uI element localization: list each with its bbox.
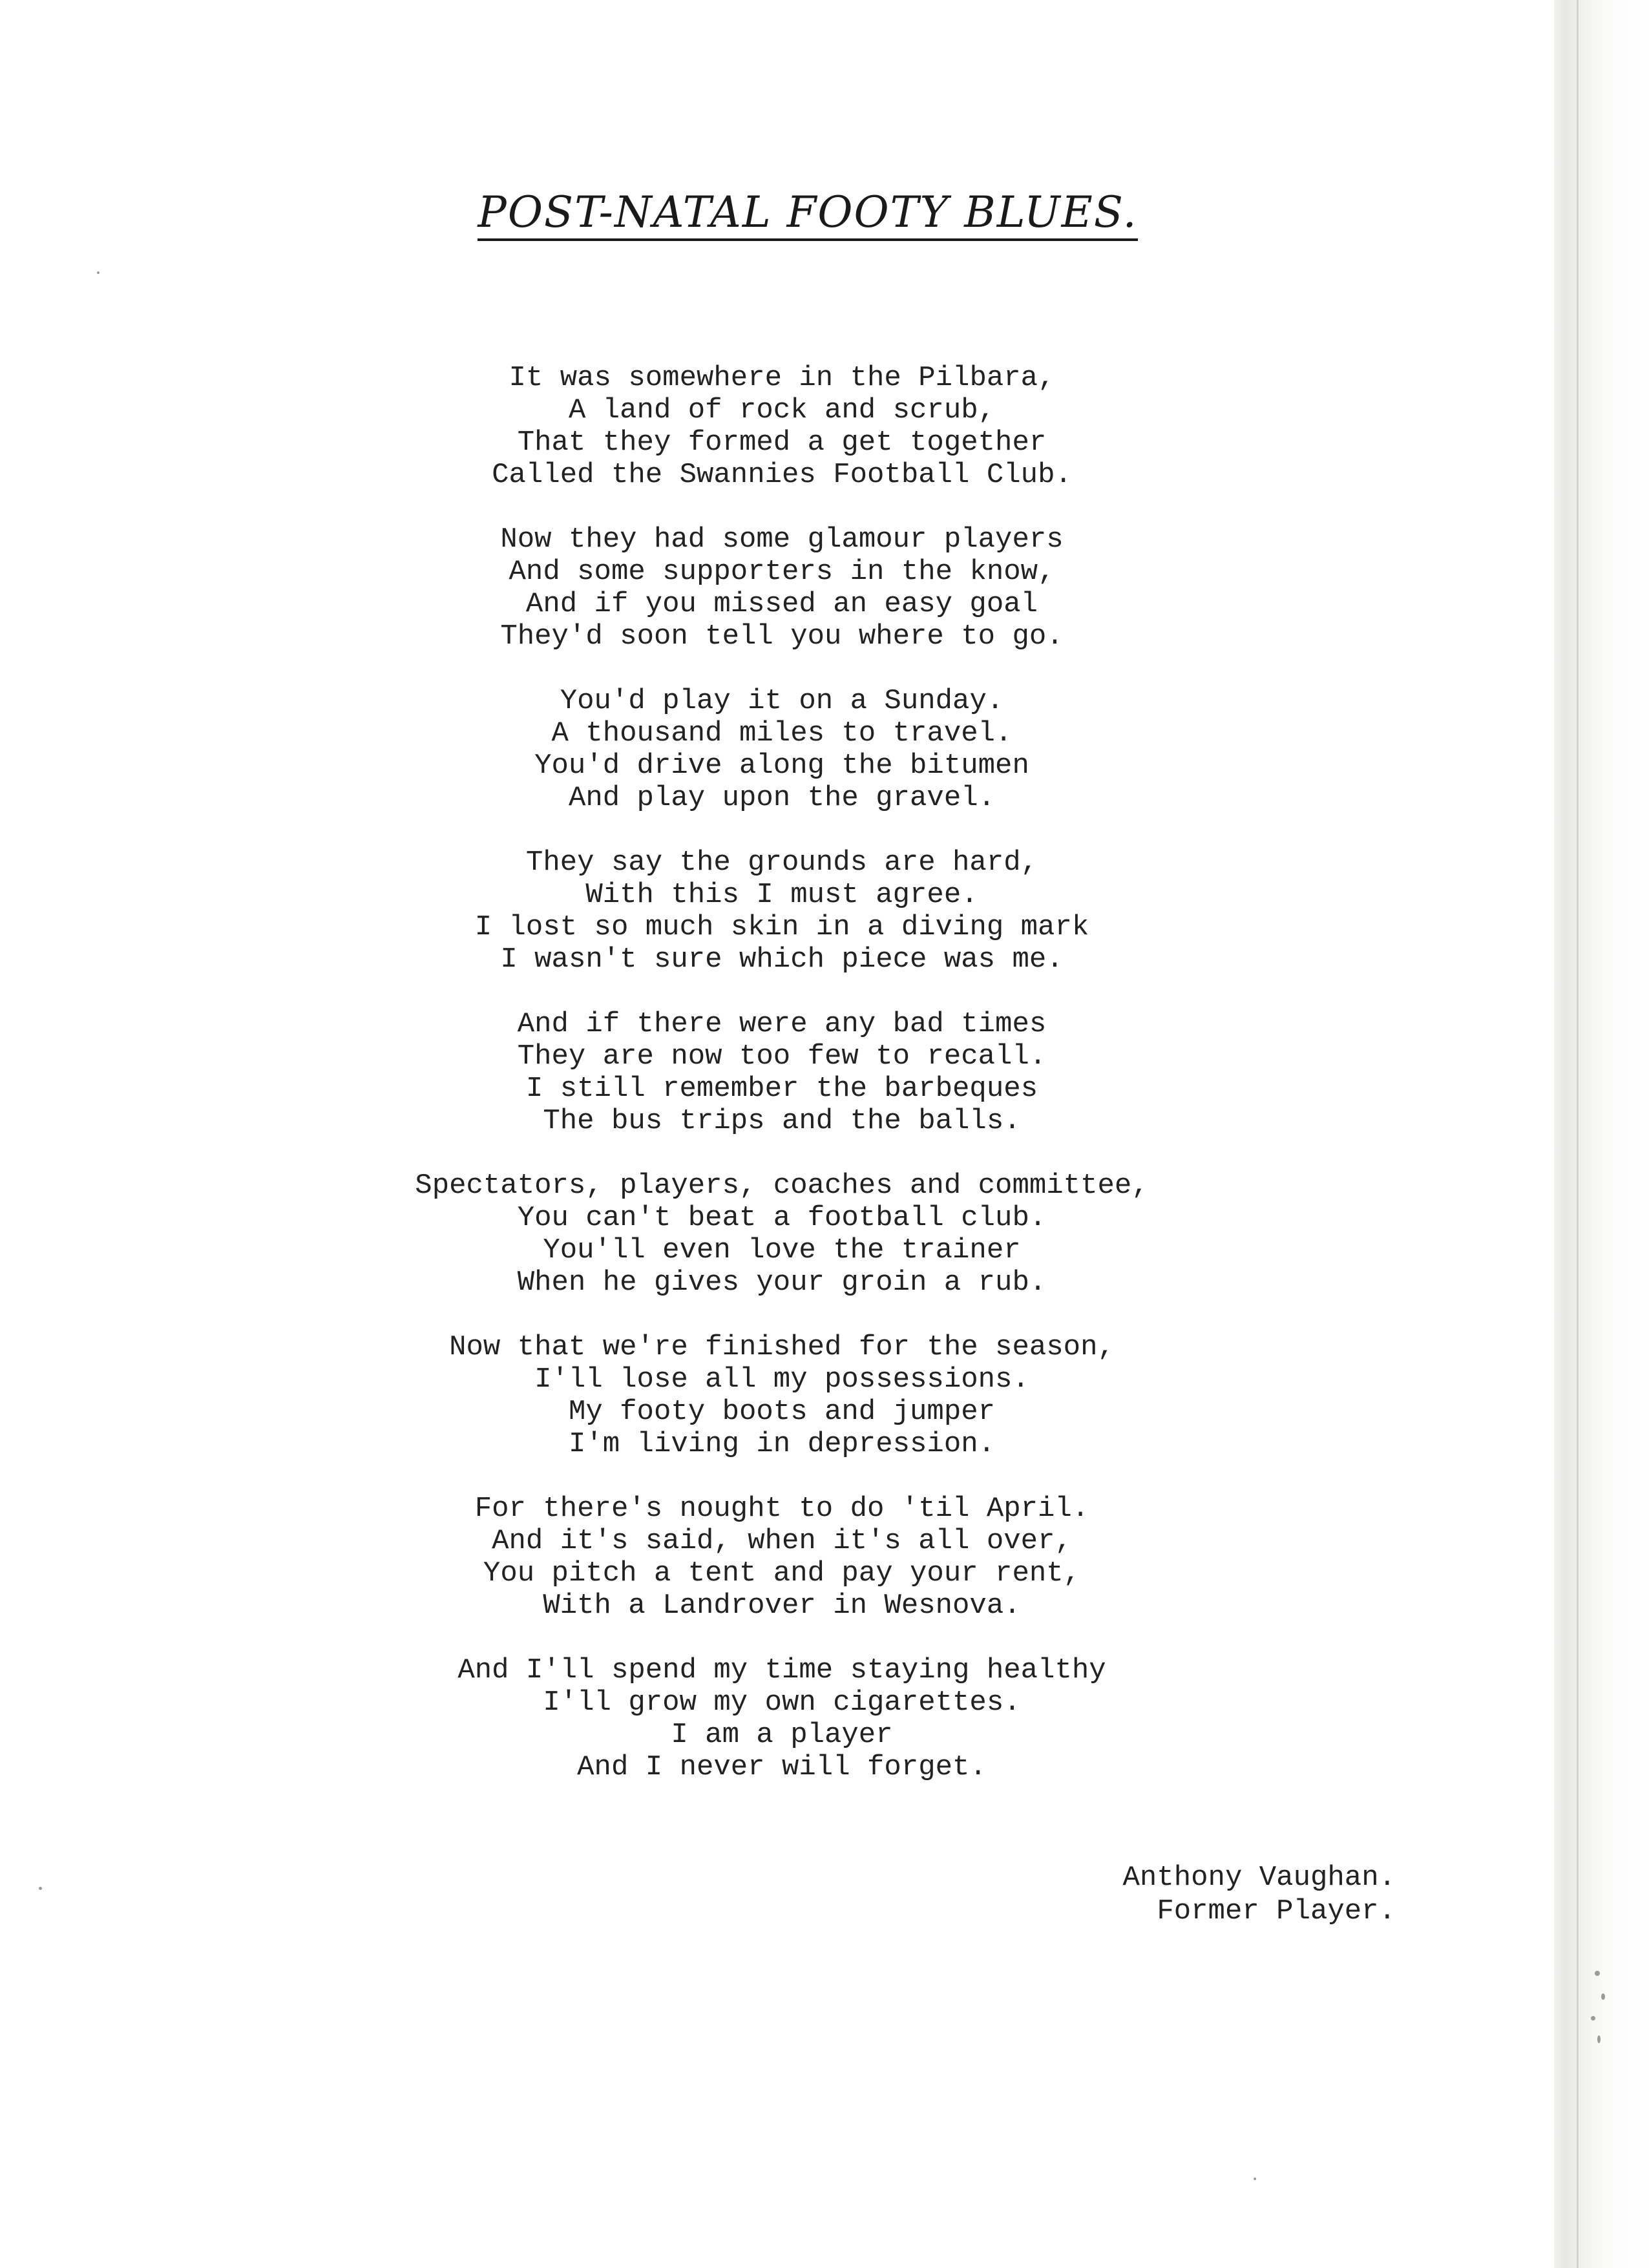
poem-line: And if you missed an easy goal	[525, 588, 1038, 620]
stanza	[258, 685, 1305, 814]
stanza	[258, 1654, 1305, 1783]
poem-body	[258, 362, 1305, 1816]
poem-line: And it's said, when it's all over,	[492, 1525, 1072, 1557]
author-role: Former Player.	[1157, 1895, 1396, 1927]
poem-line: You'll even love the trainer	[543, 1234, 1021, 1266]
poem-line: Called the Swannies Football Club.	[492, 459, 1072, 491]
poem-line: And I'll spend my time staying healthy	[457, 1654, 1106, 1686]
poem-title	[388, 187, 1228, 237]
poem-line: Spectators, players, coaches and committee,	[415, 1170, 1149, 1202]
poem-line: You can't beat a football club.	[517, 1202, 1047, 1234]
stanza	[258, 1008, 1305, 1137]
poem-line: I lost so much skin in a diving mark	[474, 911, 1089, 943]
poem-line: Now that we're finished for the season,	[449, 1331, 1115, 1363]
poem-line: I still remember the barbeques	[525, 1073, 1038, 1105]
poem-line: For there's nought to do 'til April.	[474, 1493, 1089, 1525]
scan-speck	[1254, 2178, 1256, 2180]
poem-line: My footy boots and jumper	[568, 1396, 996, 1428]
scan-speck	[39, 1887, 42, 1890]
stanza	[258, 362, 1305, 491]
scan-speck	[97, 271, 100, 274]
scan-speck	[1595, 1971, 1600, 1976]
poem-line: With a Landrover in Wesnova.	[543, 1590, 1021, 1622]
poem-line: With this I must agree.	[585, 879, 978, 911]
poem-line: And play upon the gravel.	[568, 782, 996, 814]
poem-line: A land of rock and scrub,	[568, 394, 996, 426]
scan-speck	[1601, 1993, 1605, 2000]
poem-line: They say the grounds are hard,	[525, 846, 1038, 879]
page-edge-line	[1577, 0, 1579, 2268]
poem-line: They are now too few to recall.	[517, 1040, 1047, 1073]
poem-line: They'd soon tell you where to go.	[500, 620, 1064, 653]
poem-line: I'll grow my own cigarettes.	[543, 1686, 1021, 1719]
stanza	[258, 1331, 1305, 1460]
poem-line: A thousand miles to travel.	[551, 717, 1013, 750]
author-signature	[1034, 1861, 1396, 1928]
poem-line: And if there were any bad times	[517, 1008, 1047, 1040]
stanza	[258, 846, 1305, 976]
poem-line: I'm living in depression.	[568, 1428, 996, 1460]
page-edge-shadow	[1554, 0, 1649, 2268]
poem-line: I'll lose all my possessions.	[534, 1363, 1029, 1396]
poem-line: That they formed a get together	[517, 426, 1047, 459]
scan-speck	[1591, 2016, 1595, 2021]
poem-line: It was somewhere in the Pilbara,	[509, 362, 1055, 394]
author-name: Anthony Vaughan.	[1122, 1862, 1396, 1894]
scan-speck	[1597, 2035, 1601, 2043]
poem-line: When he gives your groin a rub.	[517, 1266, 1047, 1299]
poem-line: And I never will forget.	[577, 1751, 987, 1783]
poem-line: The bus trips and the balls.	[543, 1105, 1021, 1137]
poem-line: I am a player	[671, 1719, 893, 1751]
poem-line: You pitch a tent and pay your rent,	[483, 1557, 1081, 1590]
poem-title-text: POST-NATAL FOOTY BLUES.	[478, 187, 1137, 241]
poem-line: You'd drive along the bitumen	[534, 750, 1029, 782]
stanza	[258, 523, 1305, 653]
poem-line: You'd play it on a Sunday.	[560, 685, 1004, 717]
stanza	[258, 1170, 1305, 1299]
stanza	[258, 1493, 1305, 1622]
poem-line: Now they had some glamour players	[500, 523, 1064, 556]
poem-line: And some supporters in the know,	[509, 556, 1055, 588]
poem-line: I wasn't sure which piece was me.	[500, 943, 1064, 976]
